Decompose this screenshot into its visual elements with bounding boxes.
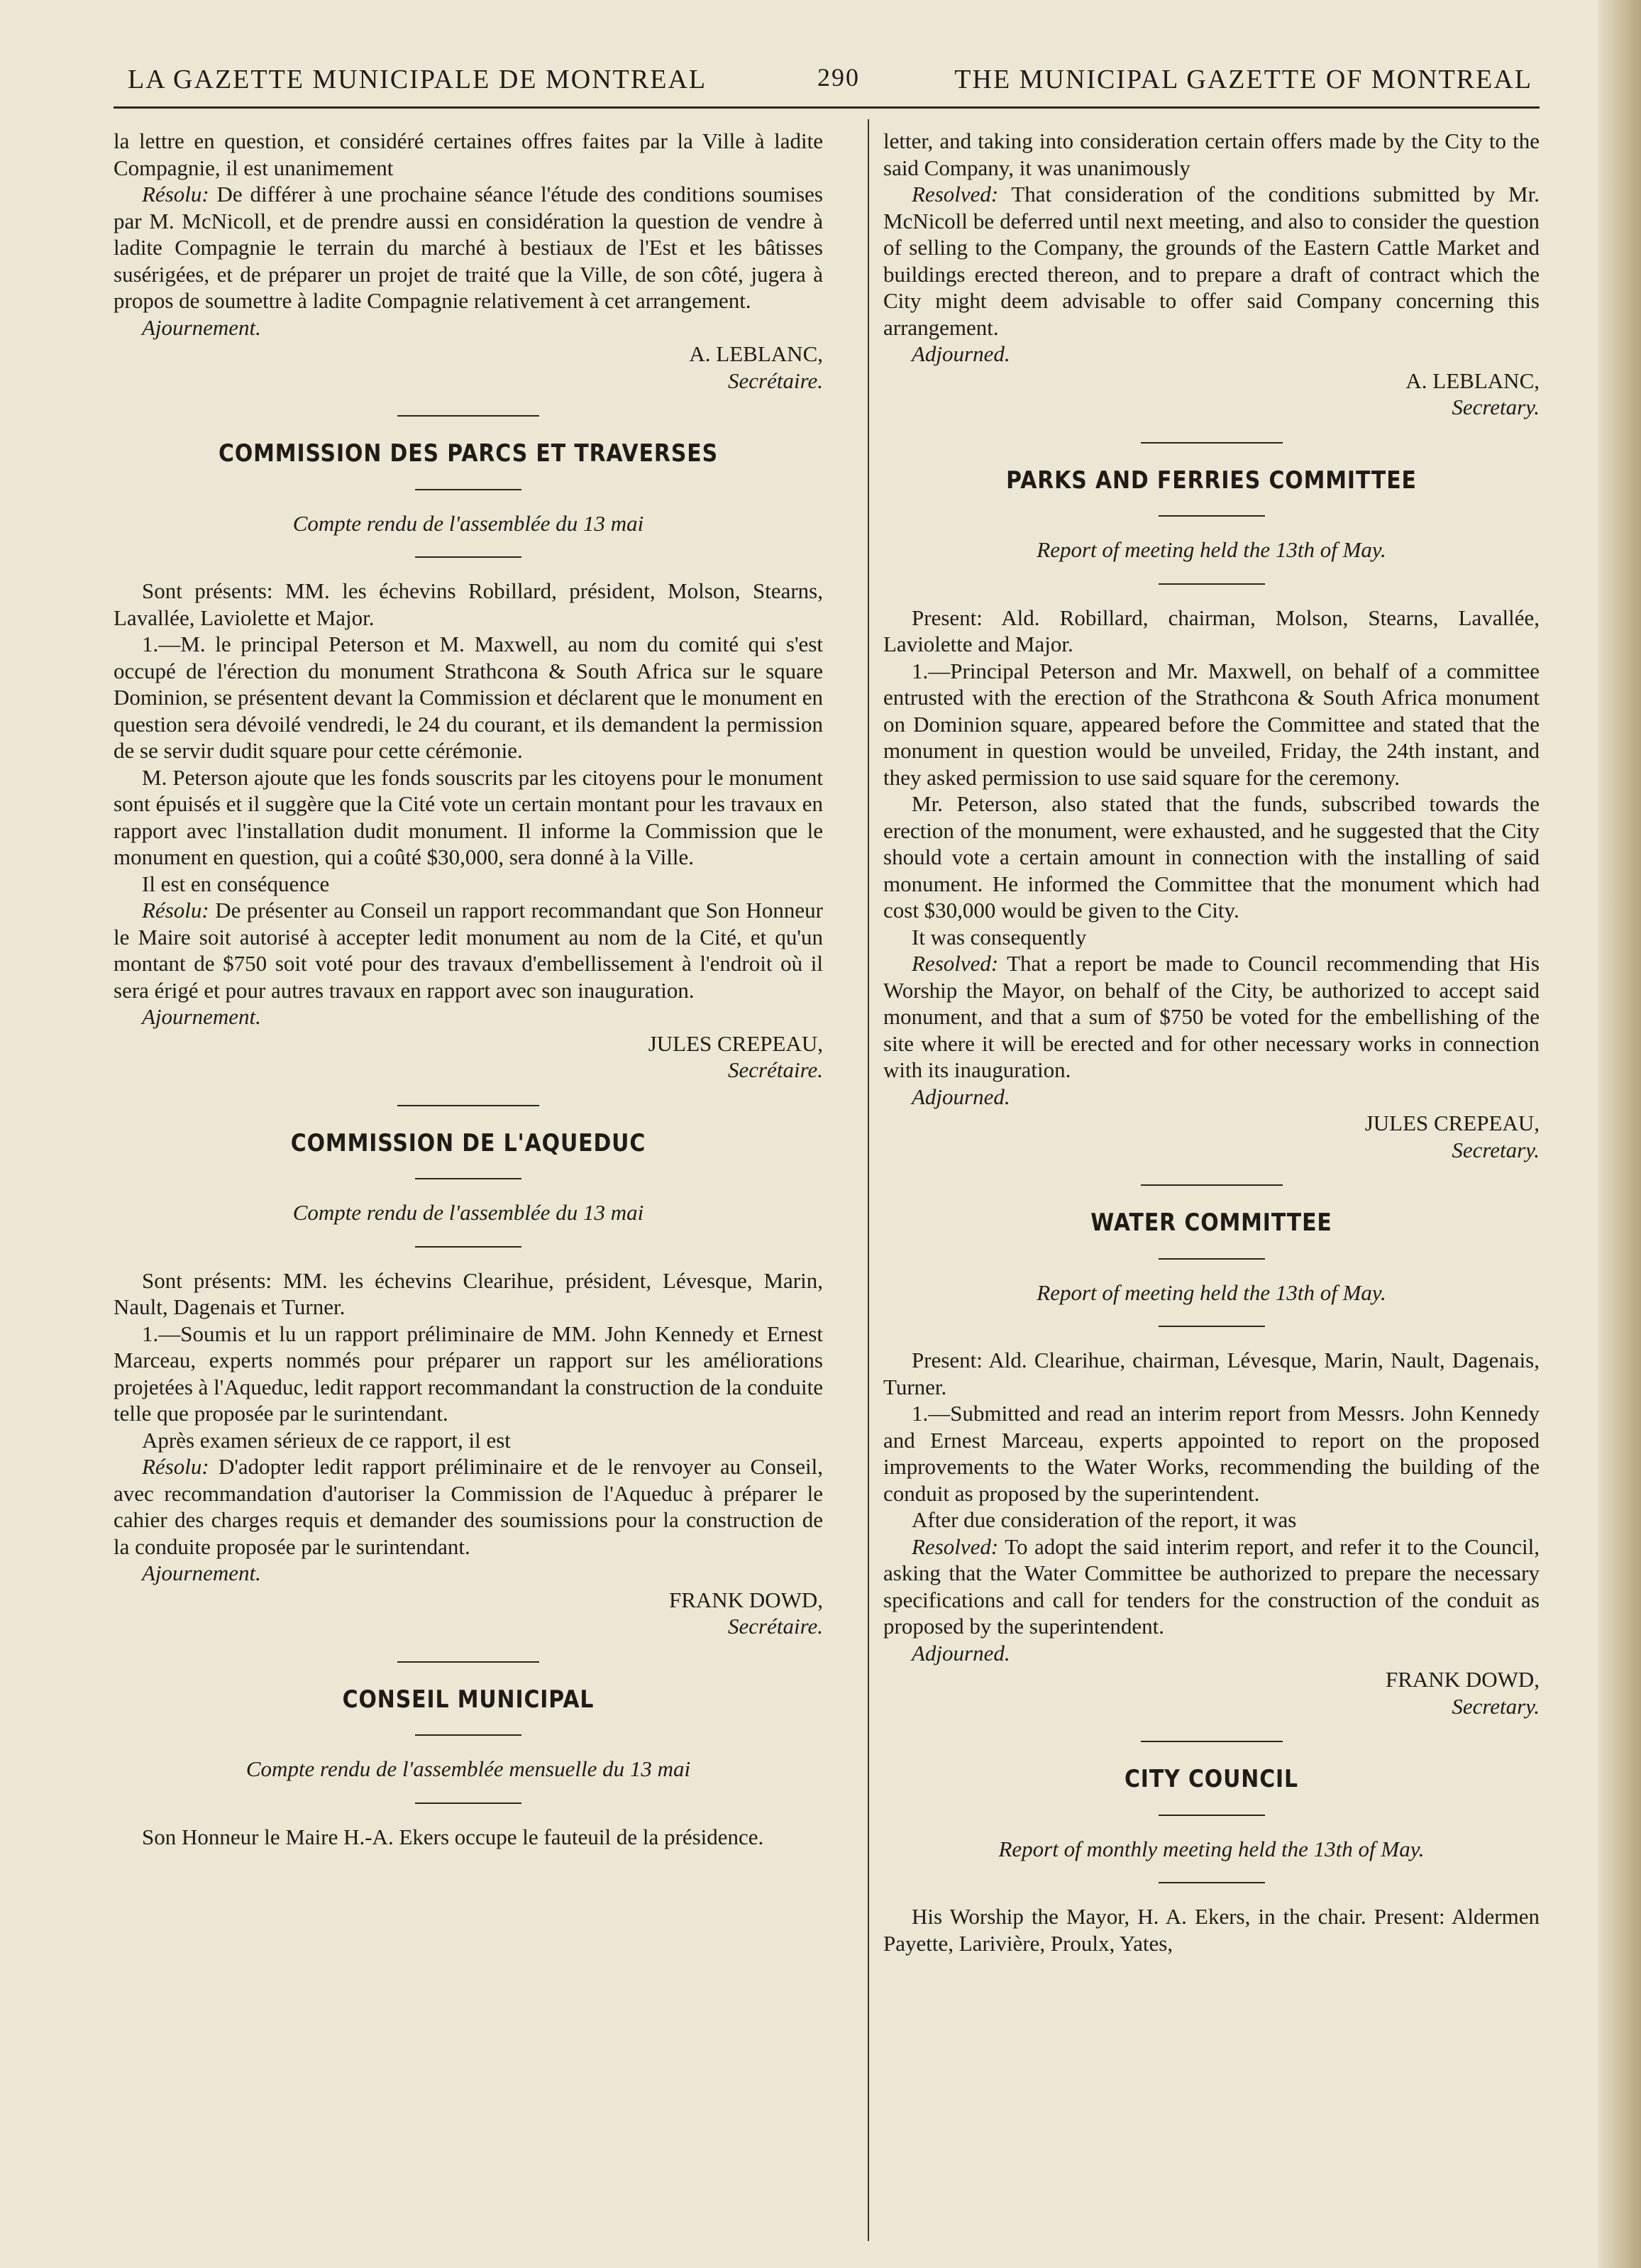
intro-resolution xyxy=(883,181,1540,341)
signature-block xyxy=(114,1030,823,1084)
heading-rule xyxy=(415,489,521,490)
heading-rule xyxy=(1159,1326,1265,1327)
header-french-title: LA GAZETTE MUNICIPALE DE MONTREAL xyxy=(128,65,707,94)
section-subheading: Report of meeting held the 13th of May. xyxy=(1037,1279,1386,1305)
heading-rule xyxy=(1159,515,1265,517)
signature-block xyxy=(883,368,1540,421)
signature-name: JULES CREPEAU, xyxy=(1364,1111,1540,1135)
header-rule xyxy=(114,106,1540,109)
section-heading-city-council: CITY COUNCIL xyxy=(1124,1765,1299,1793)
item-paragraph: 1.—Submitted and read an interim report from Messrs. John Kennedy and Ernest Marceau, experts appointed to report on the proposed improvements to the Water Works, recommending the building of the conduit as proposed by the superintendent. xyxy=(883,1401,1540,1506)
running-header xyxy=(128,64,1532,106)
signature-role: Secretary. xyxy=(1452,1693,1540,1719)
council-paragraph: Son Honneur le Maire H.-A. Ekers occupe le fauteuil de la présidence. xyxy=(142,1824,764,1849)
adjourned-label: Adjourned. xyxy=(912,1640,1010,1666)
signature-name: FRANK DOWD, xyxy=(1386,1667,1540,1692)
signature-role: Secrétaire. xyxy=(728,368,823,393)
section-divider xyxy=(397,415,539,417)
item-paragraph: M. Peterson ajoute que les fonds souscrits par les citoyens pour le monument sont épuisés et il suggère que la Cité vote un certain montant pour les travaux en rapport avec l'installation dudit monument. Il informe la Commission que le monument en question, qui a coûté $30,000, sera donné à la Ville. xyxy=(114,764,823,869)
section-heading-parks: PARKS AND FERRIES COMMITTEE xyxy=(1006,466,1417,495)
adjourned-label: Ajournement. xyxy=(142,1560,261,1585)
present-paragraph: Sont présents: MM. les échevins Robillard, président, Molson, Stearns, Lavallée, Laviolette et Major. xyxy=(114,578,823,630)
item-paragraph: 1.—M. le principal Peterson et M. Maxwell, au nom du comité qui s'est occupé de l'érection du monument Strathcona & South Africa sur le square Dominion, se présentent devant la Commission et déclarent que le monument en question sera dévoilé vendredi, le 24 du courant, et ils demandent la permission de se servir dudit square pour cette cérémonie. xyxy=(114,632,823,763)
section-heading-conseil: CONSEIL MUNICIPAL xyxy=(342,1685,595,1714)
resolution-paragraph xyxy=(114,897,823,1003)
section-subheading: Report of monthly meeting held the 13th of May. xyxy=(998,1836,1425,1861)
item-paragraph: 1.—Soumis et lu un rapport préliminaire de MM. John Kennedy et Ernest Marceau, experts nommés pour préparer un rapport sur les améliorations projetées à l'Aqueduc, ledit rapport recommandant la construction de la conduite telle que proposée par le surintendant. xyxy=(114,1321,823,1426)
consequence-paragraph: It was consequently xyxy=(912,924,1087,949)
present-paragraph: Present: Ald. Clearihue, chairman, Lévesque, Marin, Nault, Dagenais, Turner. xyxy=(883,1348,1540,1399)
section-subheading: Compte rendu de l'assemblée du 13 mai xyxy=(292,510,644,536)
consequence-paragraph: After due consideration of the report, it was xyxy=(912,1507,1297,1532)
section-divider xyxy=(1141,442,1283,444)
consequence-paragraph: Après examen sérieux de ce rapport, il est xyxy=(142,1427,511,1453)
heading-rule xyxy=(415,1734,521,1736)
intro-paragraph: la lettre en question, et considéré certaines offres faites par la Ville à ladite Compagnie, il est unanimement xyxy=(114,128,823,180)
council-paragraph: His Worship the Mayor, H. A. Ekers, in the chair. Present: Aldermen Payette, Larivière, Proulx, Yates, xyxy=(883,1904,1540,1956)
english-column xyxy=(883,128,1540,1956)
section-heading-aqueduc: COMMISSION DE L'AQUEDUC xyxy=(290,1128,646,1157)
heading-rule xyxy=(415,1178,521,1179)
section-divider xyxy=(1141,1741,1283,1742)
resolved-label: Resolved: xyxy=(912,951,999,976)
resolved-text: De présenter au Conseil un rapport recommandant que Son Honneur le Maire soit autorisé à accepter ledit monument au nom de la Cité, et qu'un montant de $750 soit voté pour des travaux d'embellissement à l'endroit où il sera érigé et pour autres travaux en rapport avec son inauguration. xyxy=(114,898,824,1003)
heading-rule xyxy=(1159,583,1265,585)
section-subheading: Compte rendu de l'assemblée du 13 mai xyxy=(292,1200,644,1225)
french-column xyxy=(114,128,823,1850)
signature-name: A. LEBLANC, xyxy=(689,341,823,366)
resolution-paragraph xyxy=(883,1534,1540,1640)
adjourned-label: Ajournement. xyxy=(142,314,261,340)
heading-rule xyxy=(415,1246,521,1248)
signature-block xyxy=(114,1587,823,1640)
page-number: 290 xyxy=(817,63,860,92)
intro-resolution xyxy=(114,181,823,314)
signature-role: Secretary. xyxy=(1452,1137,1540,1162)
resolved-label: Résolu: xyxy=(142,1454,209,1479)
resolved-text: De différer à une prochaine séance l'étude des conditions soumises par M. McNicoll, et de prendre aussi en considération la question de vendre à ladite Compagnie le terrain du marché à bestiaux de l'Est et les bâtisses susérigées, et de préparer un projet de traité que la Ville, de son côté, jugera à propos de soumettre à ladite Compagnie relativement à cet arrangement. xyxy=(114,182,823,313)
signature-name: FRANK DOWD, xyxy=(669,1587,823,1612)
resolved-label: Résolu: xyxy=(142,182,209,207)
heading-rule xyxy=(415,556,521,558)
section-subheading: Report of meeting held the 13th of May. xyxy=(1037,537,1386,562)
section-heading-water: WATER COMMITTEE xyxy=(1090,1209,1332,1237)
signature-block xyxy=(883,1666,1540,1719)
present-paragraph: Present: Ald. Robillard, chairman, Molson, Stearns, Lavallée, Laviolette and Major. xyxy=(883,605,1540,656)
header-english-title: THE MUNICIPAL GAZETTE OF MONTREAL xyxy=(954,65,1532,94)
section-subheading: Compte rendu de l'assemblée mensuelle du 13 mai xyxy=(245,1756,691,1781)
resolved-text: That a report be made to Council recommending that His Worship the Mayor, on behalf of the City, be authorized to accept said monument, and that a sum of $750 be voted for the embellishing of the site where it will be erected and for other necessary works in connection with its inauguration. xyxy=(883,951,1540,1082)
resolved-text: D'adopter ledit rapport préliminaire et de le renvoyer au Conseil, avec recommandation d'autoriser la Commission de l'Aqueduc à préparer le cahier des charges requis et demander des soumissions pour la construction de la conduite proposée par le surintendant. xyxy=(114,1454,824,1559)
adjourned-label: Adjourned. xyxy=(912,1084,1010,1109)
resolution-paragraph xyxy=(883,950,1540,1084)
adjourned-label: Adjourned. xyxy=(912,341,1010,366)
section-heading-parcs: COMMISSION DES PARCS ET TRAVERSES xyxy=(219,439,718,468)
section-divider xyxy=(397,1105,539,1106)
resolved-text: To adopt the said interim report, and refer it to the Council, asking that the Water Committee be authorized to prepare the necessary specifications and call for tenders for the construction of the conduit as proposed by the superintendent. xyxy=(883,1534,1540,1639)
heading-rule xyxy=(1159,1815,1265,1816)
signature-block xyxy=(883,1110,1540,1163)
present-paragraph: Sont présents: MM. les échevins Clearihue, président, Lévesque, Marin, Nault, Dagenais et Turner. xyxy=(114,1267,823,1319)
intro-paragraph: letter, and taking into consideration certain offers made by the City to the said Company, it was unanimously xyxy=(883,128,1540,180)
item-paragraph: 1.—Principal Peterson and Mr. Maxwell, on behalf of a committee entrusted with the erection of the Strathcona & South Africa monument on Dominion square, appeared before the Committee and stated that the monument in question would be unveiled, Friday, the 24th instant, and they asked permission to use said square for the ceremony. xyxy=(883,658,1540,790)
resolution-paragraph xyxy=(114,1453,823,1560)
resolved-label: Résolu: xyxy=(142,898,209,923)
signature-role: Secretary. xyxy=(1452,395,1540,419)
column-divider xyxy=(868,119,869,2241)
item-paragraph: Mr. Peterson, also stated that the funds, subscribed towards the erection of the monument, were exhausted, and he suggested that the City should vote a certain amount in connection with the installing of said monument. He informed the Committee that the monument which had cost $30,000 would be given to the City. xyxy=(883,791,1540,923)
adjourned-label: Ajournement. xyxy=(142,1004,261,1029)
heading-rule xyxy=(1159,1882,1265,1883)
resolved-text: That consideration of the conditions submitted by Mr. McNicoll be deferred until next meeting, and also to consider the question of selling to the Company, the grounds of the Eastern Cattle Market and buildings erected thereon, and to prepare a draft of contract which the City might deem advisable to offer said Company concerning this arrangement. xyxy=(883,182,1540,340)
heading-rule xyxy=(415,1802,521,1804)
signature-role: Secrétaire. xyxy=(728,1057,823,1082)
section-divider xyxy=(1141,1184,1283,1186)
heading-rule xyxy=(1159,1258,1265,1260)
signature-block xyxy=(114,341,823,394)
resolved-label: Resolved: xyxy=(912,1534,999,1559)
signature-role: Secrétaire. xyxy=(728,1614,823,1639)
consequence-paragraph: Il est en conséquence xyxy=(142,871,330,896)
signature-name: A. LEBLANC, xyxy=(1405,368,1540,393)
signature-name: JULES CREPEAU, xyxy=(648,1030,823,1056)
section-divider xyxy=(397,1661,539,1663)
resolved-label: Resolved: xyxy=(912,182,999,207)
page-spine-shadow xyxy=(1598,0,1641,2268)
